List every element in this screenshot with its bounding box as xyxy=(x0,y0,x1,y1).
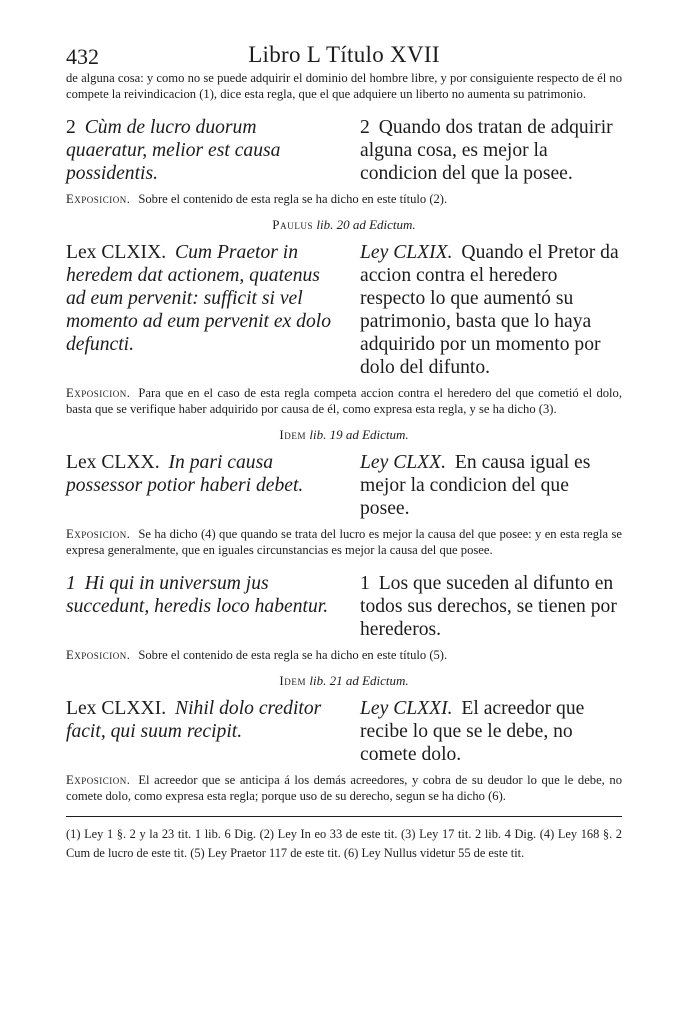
latin-text: Hi qui in universum jus succedunt, heredis loco habentur. xyxy=(66,573,329,617)
book-page xyxy=(66,36,622,863)
spanish-lead: Ley CLXX. xyxy=(360,452,446,473)
latin-lead: 1 xyxy=(66,573,76,594)
latin-lead: Lex CLXX. xyxy=(66,452,160,473)
spanish-text: El acreedor que recibe lo que se le debe, no comete dolo. xyxy=(360,698,585,765)
latin-column xyxy=(66,116,334,185)
latin-text: In pari causa possessor potior haberi debet. xyxy=(66,452,304,496)
exposicion-text: El acreedor que se anticipa á los demás acreedores, y cobra de su deudor lo que le debe, no comete dolo, como expresa esta regla; porque uso de su derecho, segun se ha dicho (6). xyxy=(66,773,622,803)
spanish-text: Quando dos tratan de adquirir alguna cosa, es mejor la condicion del que la posee. xyxy=(360,117,613,184)
latin-text: Cum Praetor in heredem dat actionem, quatenus ad eum pervenit: sufficit si vel momento ad eum pervenit ex dolo defuncti. xyxy=(66,242,331,355)
entry-1-columns xyxy=(66,116,622,185)
exposicion-2 xyxy=(66,385,622,417)
spanish-lead: Ley CLXXI. xyxy=(360,698,453,719)
latin-text: Cùm de lucro duorum quaeratur, melior est causa possidentis. xyxy=(66,117,281,184)
exposicion-label: Exposicion. xyxy=(66,648,131,662)
spanish-text: Los que suceden al difunto en todos sus derechos, se tienen por herederos. xyxy=(360,573,617,640)
exposicion-5 xyxy=(66,772,622,804)
entry-4-columns xyxy=(66,572,622,641)
entry-2-columns xyxy=(66,241,622,379)
source-ref: lib. 20 ad Edictum. xyxy=(316,217,416,232)
spanish-text: Quando el Pretor da accion contra el heredero respecto lo que aumentó su patrimonio, basta que lo haya adquirido por un momento por dolo del difunto. xyxy=(360,242,619,378)
source-author: Paulus xyxy=(272,217,314,232)
spanish-column xyxy=(360,116,622,185)
exposicion-text: Sobre el contenido de esta regla se ha dicho en este título (5). xyxy=(138,648,448,662)
latin-column xyxy=(66,451,334,520)
source-ref: lib. 21 ad Edictum. xyxy=(309,673,409,688)
running-title: Libro L Título XVII xyxy=(248,42,440,67)
latin-lead: Lex CLXIX. xyxy=(66,242,167,263)
exposicion-text: Para que en el caso de esta regla competa accion contra el heredero del que cometió el dolo, basta que se verifique haber adquirido por causa de él, como expresa esta regla, y se ha dicho (3). xyxy=(66,386,622,416)
entry-5-columns xyxy=(66,697,622,766)
exposicion-label: Exposicion. xyxy=(66,386,131,400)
spanish-column xyxy=(360,451,622,520)
page-header xyxy=(66,36,622,70)
exposicion-1 xyxy=(66,191,622,207)
source-ref: lib. 19 ad Edictum. xyxy=(309,427,409,442)
latin-column xyxy=(66,572,334,641)
footnote-rule xyxy=(66,816,622,817)
spanish-lead: Ley CLXIX. xyxy=(360,242,453,263)
page-number: 432 xyxy=(66,44,99,69)
source-line-1 xyxy=(66,217,622,233)
intro-paragraph: de alguna cosa: y como no se puede adquirir el dominio del hombre libre, y por consiguiente respecto de él no compete la reivindicacion (1), dice esta regla, que el que adquiere un liberto no aumenta su patrimonio. xyxy=(66,71,622,101)
exposicion-text: Se ha dicho (4) que quando se trata del lucro es mejor la causa del que posee: y en esta regla se expresa generalmente, que en iguales circunstancias es mejor la causa del que posee. xyxy=(66,527,622,557)
spanish-column xyxy=(360,241,622,379)
entry-3-columns xyxy=(66,451,622,520)
spanish-column xyxy=(360,697,622,766)
latin-column xyxy=(66,697,334,766)
source-author: Idem xyxy=(279,673,307,688)
exposicion-label: Exposicion. xyxy=(66,773,131,787)
footnotes: (1) Ley 1 §. 2 y la 23 tit. 1 lib. 6 Dig. (2) Ley In eo 33 de este tit. (3) Ley 17 tit. 2 lib. 4 Dig. (4) Ley 168 §. 2 Cum de lucro de este tit. (5) Ley Praetor 117 de este tit. (6) Ley Nullus videtur 55 de este tit. xyxy=(66,827,622,860)
latin-text: Nihil dolo creditor facit, qui suum recipit. xyxy=(66,698,322,742)
exposicion-3 xyxy=(66,526,622,558)
exposicion-label: Exposicion. xyxy=(66,192,131,206)
spanish-lead: 1 xyxy=(360,573,370,594)
spanish-column xyxy=(360,572,622,641)
exposicion-text: Sobre el contenido de esta regla se ha dicho en este título (2). xyxy=(138,192,448,206)
source-line-3 xyxy=(66,673,622,689)
source-line-2 xyxy=(66,427,622,443)
latin-lead: 2 xyxy=(66,117,76,138)
spanish-text: En causa igual es mejor la condicion del que posee. xyxy=(360,452,591,519)
source-author: Idem xyxy=(279,427,307,442)
exposicion-4 xyxy=(66,647,622,663)
spanish-lead: 2 xyxy=(360,117,370,138)
latin-column xyxy=(66,241,334,379)
exposicion-label: Exposicion. xyxy=(66,527,131,541)
latin-lead: Lex CLXXI. xyxy=(66,698,167,719)
